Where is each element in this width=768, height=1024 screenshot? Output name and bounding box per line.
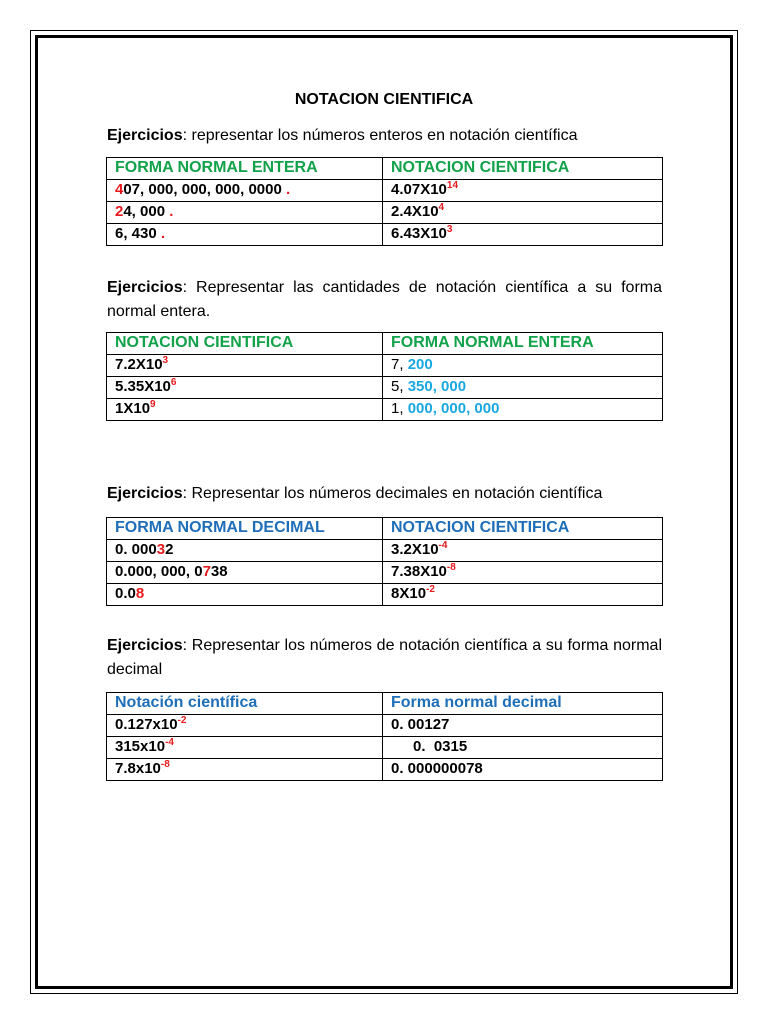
table-row — [107, 180, 663, 202]
scientific-base: 4.07X10 — [391, 181, 447, 198]
table-row — [107, 399, 663, 421]
highlighted-digit: 3 — [156, 541, 166, 558]
table-cell — [107, 562, 383, 584]
column-header: NOTACION CIENTIFICA — [107, 333, 383, 355]
section-1-label: Ejercicios — [107, 127, 183, 144]
table-row — [107, 562, 663, 584]
table-header-row — [107, 333, 663, 355]
cell-text: 0.000, 000, 0 — [115, 563, 203, 580]
table-cell — [383, 224, 663, 246]
column-header: FORMA NORMAL ENTERA — [107, 158, 383, 180]
table-cell — [107, 540, 383, 562]
table-cell — [107, 584, 383, 606]
table-cell — [383, 562, 663, 584]
section-2-instructions — [107, 276, 662, 324]
table-cell — [383, 180, 663, 202]
section-1-instructions — [107, 124, 662, 148]
highlighted-digit: 4 — [115, 181, 124, 198]
cell-text: 07, 000, 000, 000, 0000 — [123, 181, 286, 198]
highlighted-digit: 2 — [115, 203, 124, 220]
section-3-text: : Representar los números decimales en notación científica — [182, 485, 603, 502]
exponent: 6 — [170, 377, 177, 388]
table-row — [107, 737, 663, 759]
scientific-base: 1X10 — [115, 400, 151, 417]
document-title: NOTACION CIENTIFICA — [294, 91, 474, 108]
table-scientific-to-decimals — [106, 692, 663, 781]
table-cell — [383, 399, 663, 421]
exponent: -8 — [160, 759, 170, 770]
table-row — [107, 224, 663, 246]
cell-text: 2 — [165, 541, 174, 558]
scientific-base: 7.8x10 — [115, 760, 161, 777]
table-header-row — [107, 158, 663, 180]
leading-digits: 1, — [391, 400, 408, 417]
exponent: -2 — [177, 715, 187, 726]
section-4-text: : Representar los números de notación científica a su forma normal decimal — [107, 637, 662, 678]
table-row — [107, 202, 663, 224]
section-1-text: : representar los números enteros en notación científica — [182, 127, 578, 144]
table-header-row — [107, 518, 663, 540]
cell-text: 4, 000 — [123, 203, 170, 220]
exponent: -8 — [446, 562, 456, 573]
exponent: -2 — [426, 584, 435, 595]
table-cell — [107, 759, 383, 781]
scientific-base: 0.127x10 — [115, 716, 178, 733]
scientific-base: 8X10 — [391, 585, 427, 602]
table-cell: 0. 000000078 — [383, 759, 663, 781]
table-cell: 0. 0315 — [383, 737, 663, 759]
table-cell — [107, 355, 383, 377]
table-cell: 0. 00127 — [383, 715, 663, 737]
table-integers-to-scientific — [106, 157, 663, 246]
scientific-base: 7.38X10 — [391, 563, 447, 580]
scientific-base: 3.2X10 — [391, 541, 439, 558]
table-header-row — [107, 693, 663, 715]
cell-text: 6, 430 — [115, 225, 161, 242]
column-header: FORMA NORMAL ENTERA — [383, 333, 663, 355]
cell-text: 0.0 — [115, 585, 136, 602]
section-3-instructions — [107, 482, 662, 506]
highlighted-dot: . — [286, 181, 291, 198]
highlighted-digits: 350, 000 — [407, 378, 467, 395]
table-cell — [107, 399, 383, 421]
table-row — [107, 540, 663, 562]
section-2-label: Ejercicios — [107, 279, 183, 296]
table-cell — [383, 377, 663, 399]
scientific-base: 5.35X10 — [115, 378, 171, 395]
column-header: NOTACION CIENTIFICA — [383, 158, 663, 180]
scientific-base: 315x10 — [115, 738, 166, 755]
table-cell — [383, 202, 663, 224]
highlighted-digits: 200 — [407, 356, 433, 373]
exponent: 3 — [446, 224, 453, 235]
highlighted-dot: . — [160, 225, 166, 242]
exponent: 4 — [438, 202, 445, 213]
scientific-base: 7.2X10 — [115, 356, 163, 373]
table-row — [107, 355, 663, 377]
table-cell — [107, 202, 383, 224]
table-cell — [107, 715, 383, 737]
cell-text: 0. 000 — [115, 541, 157, 558]
table-row — [107, 584, 663, 606]
exponent: -4 — [165, 737, 174, 748]
table-row — [107, 715, 663, 737]
highlighted-digits: 000, 000, 000 — [407, 400, 500, 417]
highlighted-digit: 8 — [135, 585, 145, 602]
highlighted-dot: . — [169, 203, 174, 220]
section-2-text: : Representar las cantidades de notación científica a su forma normal entera. — [107, 279, 662, 320]
table-cell — [383, 355, 663, 377]
scientific-base: 2.4X10 — [391, 203, 439, 220]
table-row — [107, 377, 663, 399]
table-cell — [383, 540, 663, 562]
column-header: NOTACION CIENTIFICA — [383, 518, 663, 540]
exponent: 9 — [150, 399, 156, 410]
section-4-label: Ejercicios — [107, 637, 183, 654]
section-3-label: Ejercicios — [107, 485, 183, 502]
section-4-instructions — [107, 634, 662, 682]
leading-digits: 7, — [391, 356, 408, 373]
exponent: 3 — [162, 355, 169, 366]
table-cell — [107, 737, 383, 759]
column-header: FORMA NORMAL DECIMAL — [107, 518, 383, 540]
table-row — [107, 759, 663, 781]
table-cell — [107, 377, 383, 399]
column-header: Notación científica — [107, 693, 383, 715]
highlighted-digit: 7 — [202, 563, 211, 580]
leading-digits: 5, — [391, 378, 408, 395]
table-cell — [107, 224, 383, 246]
cell-text: 38 — [210, 563, 228, 580]
exponent: 14 — [446, 180, 459, 191]
table-cell — [383, 584, 663, 606]
table-scientific-to-integers — [106, 332, 663, 421]
column-header: Forma normal decimal — [383, 693, 663, 715]
exponent: -4 — [438, 540, 448, 551]
scientific-base: 6.43X10 — [391, 225, 447, 242]
table-cell — [107, 180, 383, 202]
table-decimals-to-scientific — [106, 517, 663, 606]
